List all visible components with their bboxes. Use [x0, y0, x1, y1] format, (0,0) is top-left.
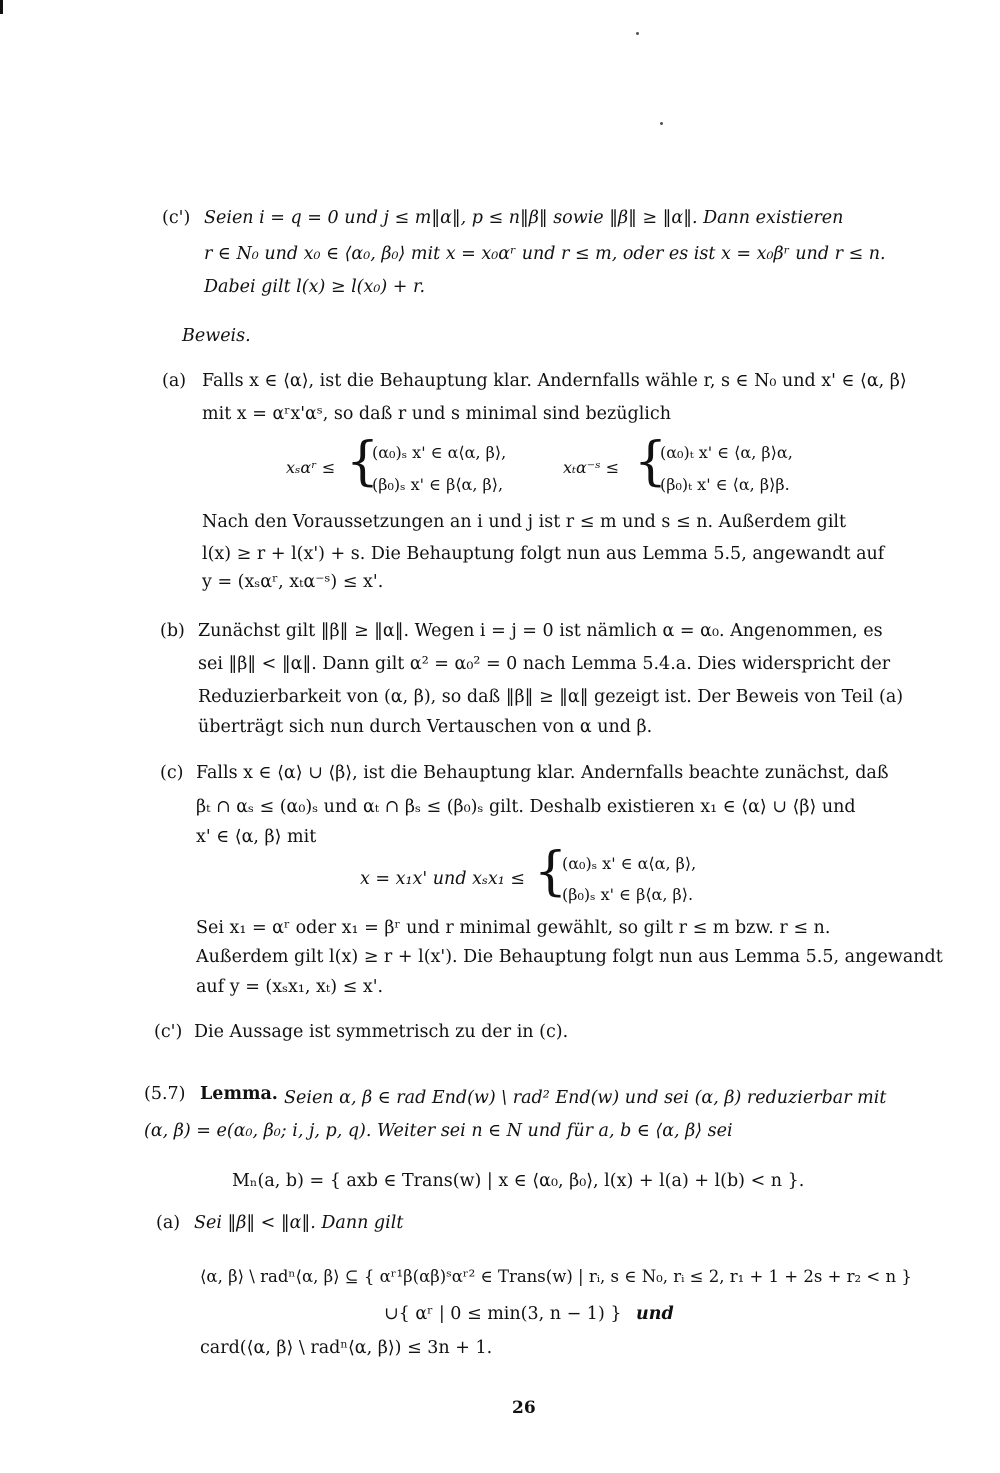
- left-brace: {: [346, 432, 380, 492]
- text-line: auf y = (xₛx₁, xₜ) ≤ x'.: [196, 977, 384, 997]
- display-lhs: x = x₁x' und xₛx₁ ≤: [360, 869, 525, 889]
- lemma-title: Lemma.: [200, 1084, 278, 1104]
- display-lhs: xₛαʳ ≤: [286, 458, 336, 477]
- part-label: (c'): [154, 1022, 183, 1042]
- text-line: Sei x₁ = αʳ oder x₁ = βʳ und r minimal gewählt, so gilt r ≤ m bzw. r ≤ n.: [196, 918, 831, 938]
- text-line: Falls x ∈ ⟨α⟩, ist die Behauptung klar. Andernfalls wähle r, s ∈ N₀ und x' ∈ ⟨α, β⟩: [202, 371, 907, 391]
- scan-speck: [660, 122, 663, 125]
- scan-speck: [636, 32, 639, 35]
- proof-heading: Beweis.: [182, 326, 251, 346]
- text-line: Die Aussage ist symmetrisch zu der in (c).: [194, 1022, 569, 1042]
- part-label: (a): [162, 371, 187, 391]
- formula-line: ⟨α, β⟩ \ radⁿ⟨α, β⟩ ⊆ { αʳ¹β(αβ)ˢαʳ² ∈ Trans(w) | rᵢ, s ∈ N₀, rᵢ ≤ 2, r₁ + 1 + 2s + r₂ < n }: [200, 1267, 912, 1286]
- statement-line-2: r ∈ N₀ und x₀ ∈ ⟨α₀, β₀⟩ mit x = x₀αʳ und r ≤ m, oder es ist x = x₀βʳ und r ≤ n.: [204, 244, 886, 264]
- statement-label: (c'): [162, 208, 191, 228]
- text-line: überträgt sich nun durch Vertauschen von α und β.: [198, 717, 653, 737]
- formula-line: ∪{ αʳ | 0 ≤ min(3, n − 1) }: [384, 1304, 622, 1324]
- scan-edge-mark: [0, 0, 3, 14]
- case-line: (α₀)ₜ x' ∈ ⟨α, β⟩α,: [660, 443, 793, 462]
- text-line: y = (xₛαʳ, xₜα⁻ˢ) ≤ x'.: [202, 572, 384, 592]
- part-label: (b): [160, 621, 185, 641]
- case-line: (β₀)ₛ x' ∈ β⟨α, β⟩.: [562, 885, 694, 904]
- left-brace: {: [634, 432, 668, 492]
- text-line: l(x) ≥ r + l(x') + s. Die Behauptung folgt nun aus Lemma 5.5, angewandt auf: [202, 544, 885, 564]
- text-line: x' ∈ ⟨α, β⟩ mit: [196, 827, 317, 847]
- case-line: (α₀)ₛ x' ∈ α⟨α, β⟩,: [562, 854, 697, 873]
- text-line: Reduzierbarkeit von (α, β), so daß ‖β‖ ≥ ‖α‖ gezeigt ist. Der Beweis von Teil (a): [198, 687, 904, 707]
- display-lhs: xₜα⁻ˢ ≤: [563, 458, 620, 477]
- text-line: Nach den Voraussetzungen an i und j ist r ≤ m und s ≤ n. Außerdem gilt: [202, 512, 847, 532]
- lemma-line-2: (α, β) = e(α₀, β₀; i, j, p, q). Weiter sei n ∈ N und für a, b ∈ ⟨α, β⟩ sei: [144, 1121, 733, 1141]
- part-label: (a): [156, 1213, 181, 1233]
- formula-und: und: [636, 1304, 674, 1324]
- text-line: βₜ ∩ αₛ ≤ (α₀)ₛ und αₜ ∩ βₛ ≤ (β₀)ₛ gilt. Deshalb existieren x₁ ∈ ⟨α⟩ ∪ ⟨β⟩ und: [196, 797, 856, 817]
- statement-line-3: Dabei gilt l(x) ≥ l(x₀) + r.: [204, 277, 426, 297]
- text-line: mit x = αʳx'αˢ, so daß r und s minimal sind bezüglich: [202, 404, 671, 424]
- lemma-line-1: Seien α, β ∈ rad End(w) \ rad² End(w) und sei (α, β) reduzierbar mit: [284, 1088, 887, 1108]
- part-label: (c): [160, 763, 184, 783]
- text-line: Außerdem gilt l(x) ≥ r + l(x'). Die Behauptung folgt nun aus Lemma 5.5, angewandt: [196, 947, 943, 967]
- lemma-number: (5.7): [144, 1084, 186, 1104]
- text-line: Falls x ∈ ⟨α⟩ ∪ ⟨β⟩, ist die Behauptung klar. Andernfalls beachte zunächst, daß: [196, 763, 889, 783]
- formula-line: card(⟨α, β⟩ \ radⁿ⟨α, β⟩) ≤ 3n + 1.: [200, 1338, 493, 1358]
- case-line: (β₀)ₛ x' ∈ β⟨α, β⟩,: [372, 475, 504, 494]
- left-brace: {: [534, 842, 568, 902]
- page-number: 26: [512, 1398, 536, 1418]
- statement-line-1: Seien i = q = 0 und j ≤ m‖α‖, p ≤ n‖β‖ sowie ‖β‖ ≥ ‖α‖. Dann existieren: [204, 208, 844, 228]
- text-line: sei ‖β‖ < ‖α‖. Dann gilt α² = α₀² = 0 nach Lemma 5.4.a. Dies widerspricht der: [198, 654, 891, 674]
- case-line: (α₀)ₛ x' ∈ α⟨α, β⟩,: [372, 443, 507, 462]
- lemma-display: Mₙ(a, b) = { axb ∈ Trans(w) | x ∈ ⟨α₀, β₀⟩, l(x) + l(a) + l(b) < n }.: [232, 1171, 805, 1191]
- lemma-part-a-text: Sei ‖β‖ < ‖α‖. Dann gilt: [194, 1213, 404, 1233]
- case-line: (β₀)ₜ x' ∈ ⟨α, β⟩β.: [660, 475, 790, 494]
- text-line: Zunächst gilt ‖β‖ ≥ ‖α‖. Wegen i = j = 0 ist nämlich α = α₀. Angenommen, es: [198, 621, 883, 641]
